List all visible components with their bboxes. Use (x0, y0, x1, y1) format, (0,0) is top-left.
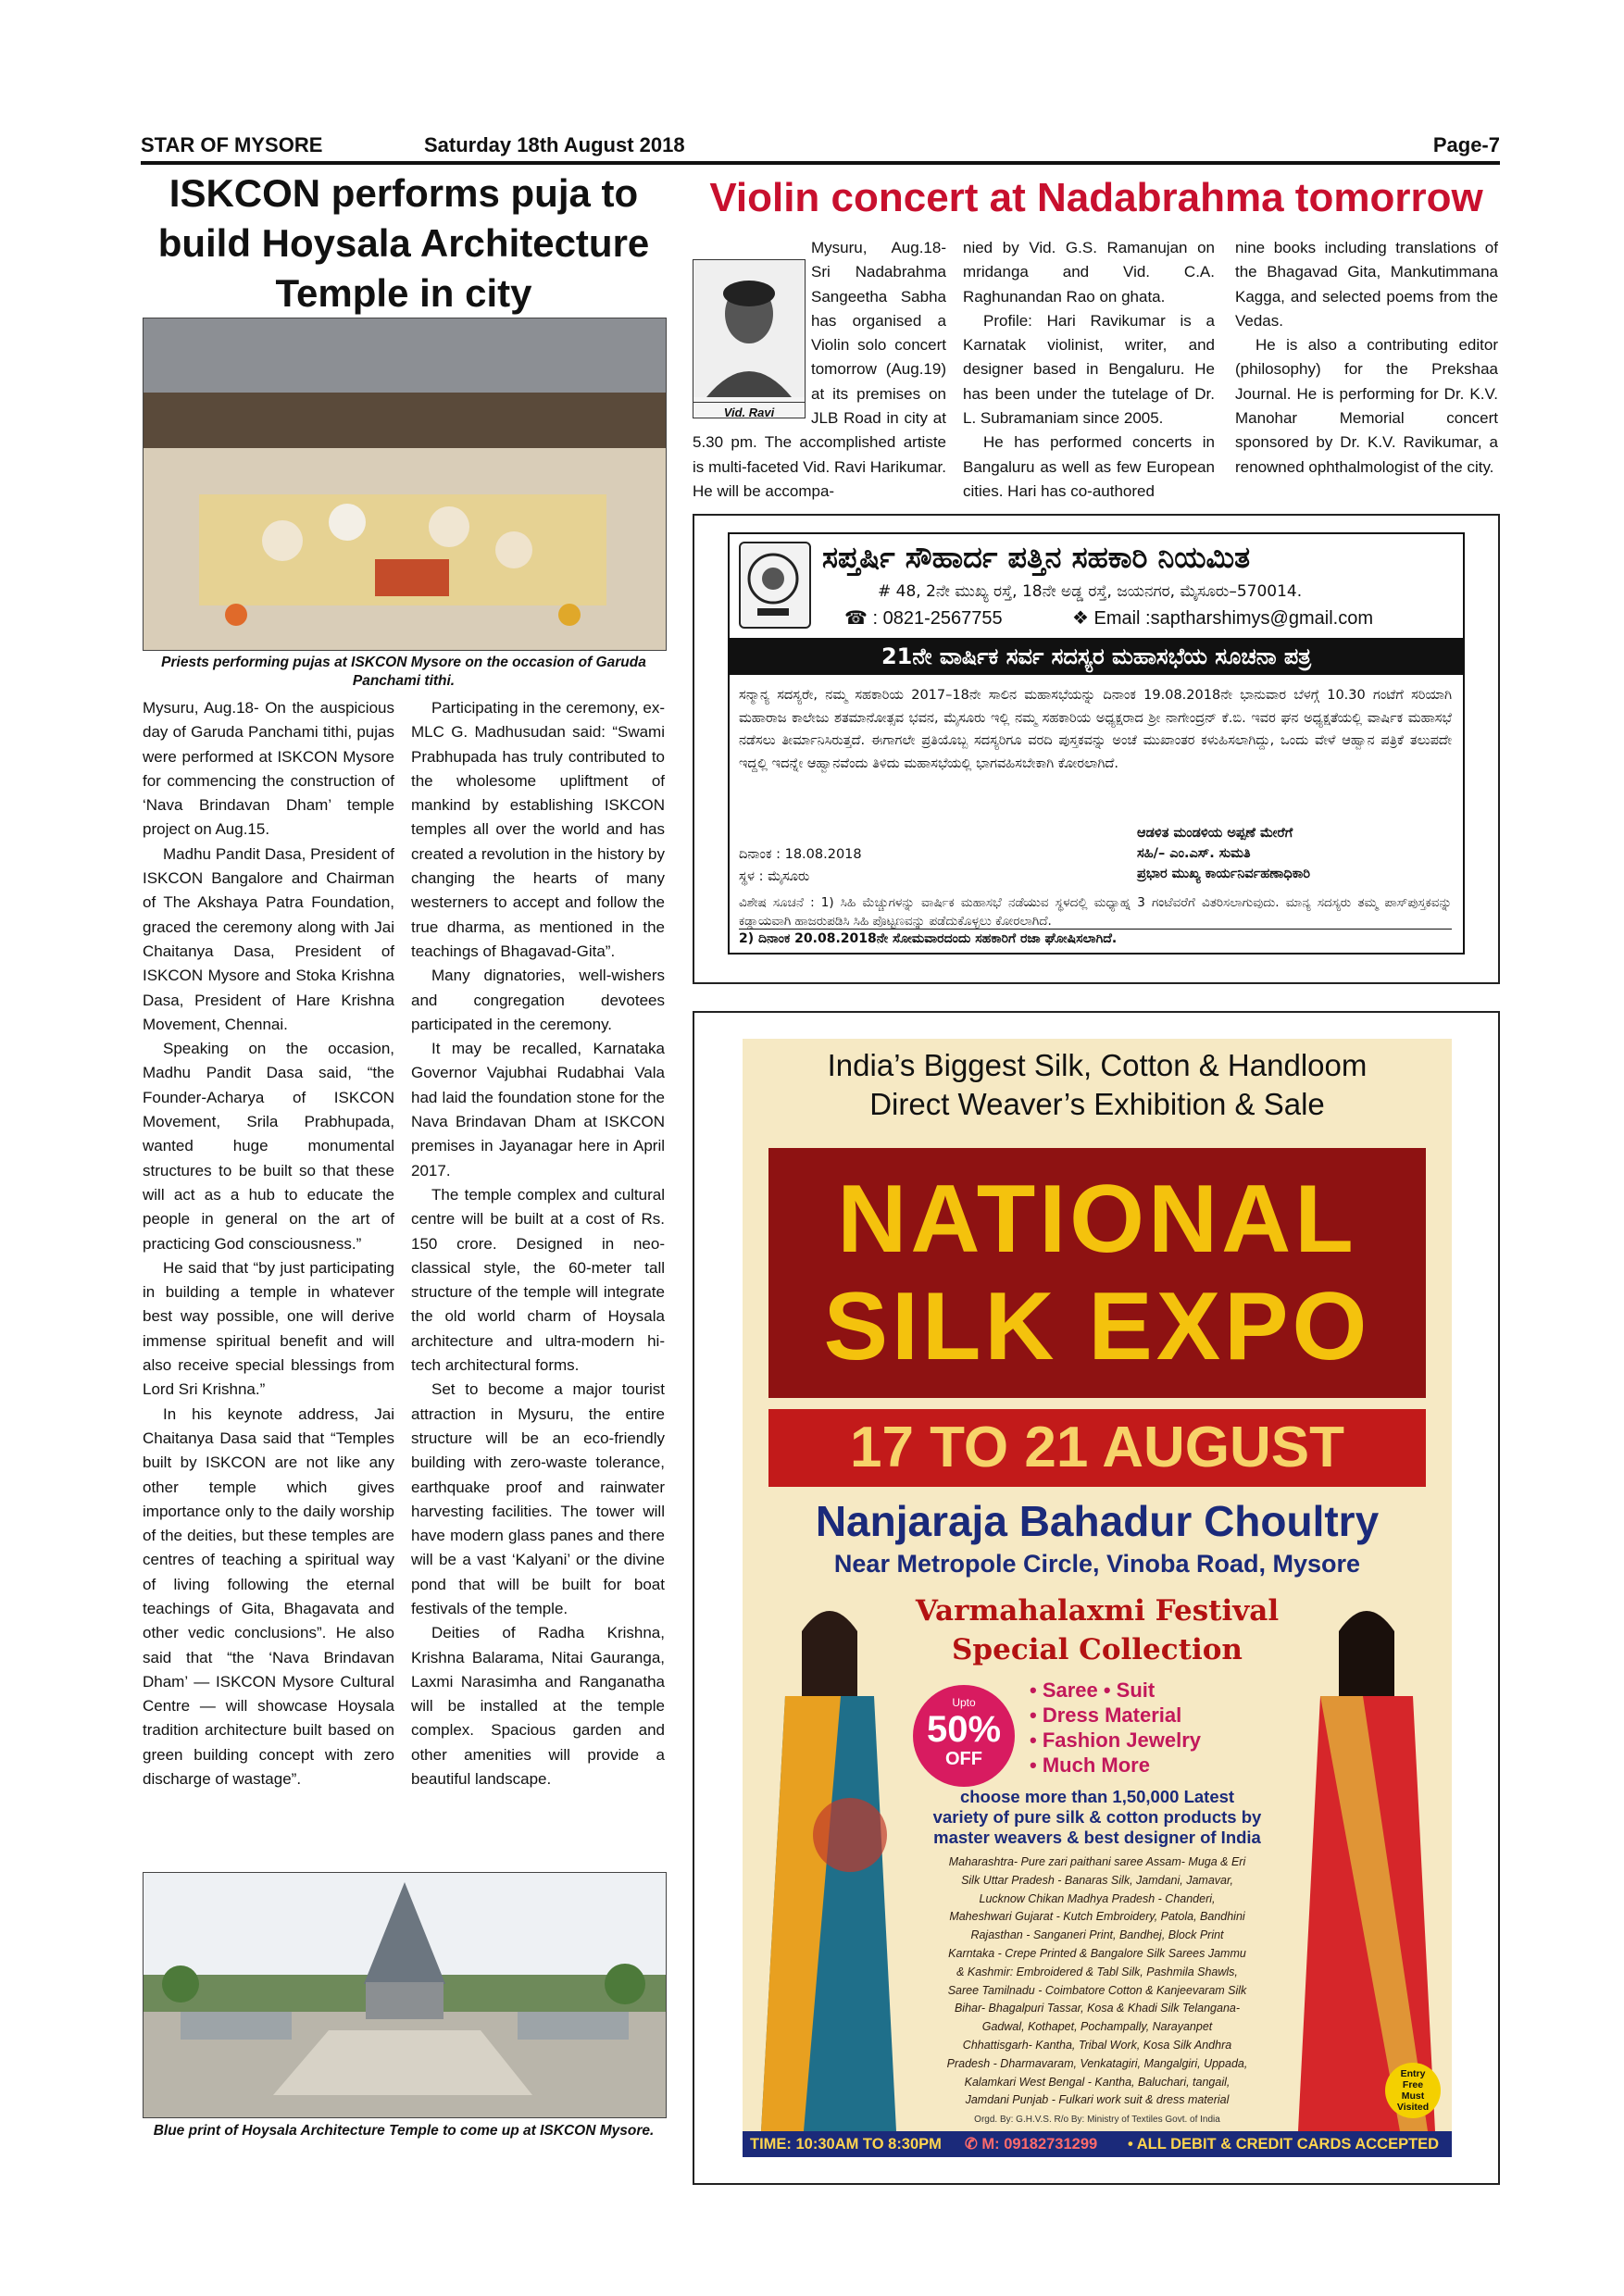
state-line: & Kashmir: Embroidered & Tabl Silk, Pashmila Shawls, (956, 1965, 1238, 1978)
paragraph: nied by Vid. G.S. Ramanujan on mridanga and Vid. C.A. Raghunandan Rao on ghata. (963, 239, 1215, 306)
paragraph: In his keynote address, Jai Chaitanya Dasa said that “Temples built by ISKCON are not like any other temple which gives importance only to the daily worship of the deities, but these temples are centres of teaching a spiritual way of living following the eternal teachings of Gita, Bhagavata and other vedic conclusions”. He also said that “the ‘Nava Brindavan Dham’ — ISKCON Mysore Cultural Centre — will showcase Hoysala tradition architecture built based on green building concept with zero discharge of wastage”. (143, 1404, 394, 1789)
product-variety-text (891, 1787, 1304, 1848)
holiday-note: 2) ದಿನಾಂಕ 20.08.2018ನೇ ಸೋಮವಾರದಂದು ಸಹಕಾರಿಗೆ ರಜಾ ಘೋಷಿಸಲಾಗಿದೆ. (739, 929, 1452, 946)
puja-photo-image (144, 318, 666, 650)
paragraph: Profile: Hari Ravikumar is a Karnatak violinist, writer, and designer based in Bengaluru. He has been under the tutelage of Dr. L. Subramaniam since 2005. (963, 311, 1215, 428)
blueprint-caption: Blue print of Hoysala Architecture Temple to come up at ISKCON Mysore. (153, 2123, 655, 2139)
entry-line-4: Visited (1396, 2102, 1430, 2113)
puja-photo-caption: Priests performing pujas at ISKCON Mysore on the occasion of Garuda Panchami tithi. (161, 655, 646, 689)
variety-line-1: choose more than 1,50,000 Latest (959, 1787, 1235, 1806)
agm-notice-body: ಸನ್ಮಾನ್ಯ ಸದಸ್ಯರೇ, ನಮ್ಮ ಸಹಕಾರಿಯ 2017–18ನೇ ಸಾಲಿನ ಮಹಾಸಭೆಯನ್ನು ದಿನಾಂಕ 19.08.2018ನೇ ಭಾನುವಾರ ಬೆಳಗ್ಗೆ 10.30 ಗಂಟೆಗೆ ಸರಿಯಾಗಿ ಮಹಾರಾಜ ಕಾಲೇಜು ಶತಮಾನೋತ್ಸವ ಭವನ, ಮೈಸೂರು ಇಲ್ಲಿ ನಮ್ಮ ಸಹಕಾರಿಯ ಅಧ್ಯಕ್ಷರಾದ ಶ್ರೀ ನಾಗೇಂದ್ರನ್ ಕೆ.ಬಿ. ಇವರ ಘನ ಅಧ್ಯಕ್ಷತೆಯಲ್ಲಿ ವಾರ್ಷಿಕ ಮಹಾಸಭೆ ನಡೆಸಲು ತೀರ್ಮಾನಿಸಿರುತ್ತದೆ. ಈಗಾಗಲೇ ಪ್ರತಿಯೊಬ್ಬ ಸದಸ್ಯರಿಗೂ ವರದಿ ಪುಸ್ತಕವನ್ನು ಅಂಚೆ ಮುಖಾಂತರ ಕಳುಹಿಸಲಾಗಿದ್ದು, ಒಂದು ವೇಳೆ ಆಹ್ವಾನ ಪತ್ರಿಕೆ ತಲುಪದೇ ಇದ್ದಲ್ಲಿ ಇದನ್ನೇ ಆಹ್ವಾನವೆಂದು ತಿಳಿದು ಮಹಾಸಭೆಯಲ್ಲಿ ಭಾಗವಹಿಸಬೇಕಾಗಿ ಕೋರಲಾಗಿದೆ. (739, 688, 1452, 771)
state-line: Maheshwari Gujarat - Kutch Embroidery, Patola, Bandhini (949, 1910, 1245, 1924)
signatory-line-1: ಆಡಳಿತ ಮಂಡಳಿಯ ಅಪ್ಪಣೆ ಮೇರೆಗೆ (1137, 826, 1293, 841)
violin-column-3 (1235, 236, 1498, 480)
silk-title-line-1: NATIONAL (837, 1166, 1357, 1273)
cooperative-notice-ad (693, 514, 1500, 984)
entry-line-3: Must (1401, 2090, 1425, 2102)
silk-expo-ad (693, 1011, 1500, 2185)
notice-date: ದಿನಾಂಕ : 18.08.2018 (739, 847, 862, 862)
iskcon-headline: ISKCON performs puja to build Hoysala Architecture Temple in city (157, 171, 650, 315)
temple-blueprint-photo (143, 1872, 667, 2118)
state-line: Rajasthan - Sanganeri Print, Bandhej, Block Print (970, 1928, 1224, 1942)
expo-phone: ✆ M: 09182731299 (965, 2136, 1098, 2152)
society-email: ❖ Email :saptharshimys@gmail.com (1072, 608, 1373, 629)
silk-tagline-1: India’s Biggest Silk, Cotton & Handloom (827, 1048, 1368, 1082)
discount-badge (913, 1685, 1015, 1787)
paragraph: Mysuru, Aug.18- On the auspicious day of Garuda Panchami tithi, pujas were performed at ISKCON Mysore for commencing the construction of ‘Nava Brindavan Dham’ temple project on Aug.15. (143, 699, 394, 839)
paragraph: The temple complex and cultural centre will be built at a cost of Rs. 150 crore. Designed in neo-classical style, the 60-meter tall structure of the temple will integrate the old world charm of Hoysala architecture and ultra-modern hi-tech architectural forms. (411, 1185, 665, 1375)
variety-line-3: master weavers & best designer of India (933, 1828, 1261, 1847)
iskcon-column-2 (411, 696, 665, 1791)
state-line: Kalamkari West Bengal - Kantha, Baluchari, tangail, (964, 2075, 1230, 2089)
signatory-block (1137, 823, 1452, 884)
violin-headline: Violin concert at Nadabrahma tomorrow (709, 175, 1483, 220)
violin-column-1 (693, 236, 946, 504)
issue-date: Saturday 18th August 2018 (424, 133, 685, 156)
violin-column-2 (963, 236, 1215, 504)
entry-line-2: Free (1402, 2079, 1424, 2090)
expo-venue-address: Near Metropole Circle, Vinoba Road, Mysore (833, 1550, 1361, 1578)
paragraph: nine books including translations of the Bhagavad Gita, Mankutimmana Kagga, and selected poems from the Vedas. (1235, 239, 1498, 330)
product-list (1030, 1678, 1270, 1778)
agm-notice-banner: 21ನೇ ವಾರ್ಷಿಕ ಸರ್ವ ಸದಸ್ಯರ ಮಹಾಸಭೆಯ ಸೂಚನಾ ಪತ್ರ (730, 638, 1463, 675)
state-line: Silk Uttar Pradesh - Banaras Silk, Jamdani, Jamavar, (961, 1873, 1233, 1887)
paragraph: Many dignatories, well-wishers and congregation devotees participated in the ceremony. (411, 967, 665, 1033)
masthead (141, 131, 1500, 159)
state-line: Saree Tamilnadu - Coimbatore Cotton & Kanjeevaram Silk (947, 1983, 1247, 1997)
state-line: Chhattisgarh- Kantha, Tribal Work, Kosa Silk Andhra (962, 2038, 1232, 2052)
festival-title-2: Special Collection (952, 1633, 1243, 1666)
expo-time: TIME: 10:30AM TO 8:30PM (750, 2136, 942, 2152)
discount-percent: 50% (926, 1709, 1002, 1750)
paragraph: He is also a contributing editor (philosophy) for the Prekshaa Journal. He is performing for Dr. K.V. Manohar Memorial concert sponsored by Dr. K.V. Ravikumar, a renowned ophthalmologist of the city. (1235, 336, 1498, 476)
expo-venue: Nanjaraja Bahadur Choultry (815, 1497, 1380, 1545)
expo-dates-banner: 17 TO 21 AUGUST (768, 1409, 1426, 1487)
product-item: • Dress Material (1030, 1703, 1182, 1727)
society-emblem-icon (741, 543, 806, 623)
discount-upto: Upto (952, 1696, 976, 1709)
iskcon-column-1 (143, 696, 394, 1791)
expo-cards-accepted: • ALL DEBIT & CREDIT CARDS ACCEPTED (1128, 2136, 1440, 2152)
state-line: Jamdani Punjab - Fulkari work suit & dress material (965, 2093, 1230, 2107)
violinist-photo-label: Vid. Ravi (693, 402, 805, 423)
silk-title-line-2: SILK EXPO (823, 1273, 1371, 1380)
state-line: Lucknow Chikan Madhya Pradesh - Chanderi, (979, 1891, 1216, 1905)
special-note: ವಿಶೇಷ ಸೂಚನೆ : 1) ಸಿಹಿ ಮೆಚ್ಚುಗಳನ್ನು ವಾರ್ಷಿಕ ಮಹಾಸಭೆ ನಡೆಯುವ ಸ್ಥಳದಲ್ಲಿ ಮಧ್ಯಾಹ್ನ 3 ಗಂಟೆವರೆಗೆ ವಿತರಿಸಲಾಗುವುದು. ಮಾನ್ಯ ಸದಸ್ಯರು ತಮ್ಮ ಪಾಸ್‌ಪುಸ್ತಕವನ್ನು ಕಡ್ಡಾಯವಾಗಿ ಹಾಜರುಪಡಿಸಿ ಸಿಹಿ ಪೊಟ್ಟಣವನ್ನು ಪಡೆದುಕೊಳ್ಳಲು ಕೋರಲಾಗಿದೆ. (739, 895, 1452, 929)
notice-inner-frame (728, 532, 1465, 955)
silk-expo-poster (743, 1039, 1452, 2157)
society-logo (739, 542, 811, 629)
model-right-illustration (1289, 1594, 1446, 2131)
discount-off: OFF (945, 1749, 982, 1769)
variety-line-2: variety of pure silk & cotton products by (932, 1807, 1262, 1827)
paragraph: Mysuru, Aug.18- Sri Nadabrahma Sangeetha Sabha has organised a Violin solo concert tomorrow (Aug.19) at its premises on JLB Road in city at 5.30 pm. The accomplished artiste is multi-faceted Vid. Ravi Harikumar. He will be accompa- (693, 239, 946, 500)
page-number: Page-7 (1432, 133, 1500, 156)
entry-line-1: Entry (1400, 2068, 1426, 2079)
silk-tagline-2: Direct Weaver’s Exhibition & Sale (869, 1087, 1325, 1121)
product-item: • Much More (1030, 1753, 1150, 1777)
paragraph: Madhu Pandit Dasa, President of ISKCON Bangalore and Chairman of The Akshaya Patra Foundation, graced the ceremony along with Jai Chaitanya Dasa, President of ISKCON Mysore and Stoka Krishna Dasa, President of Hare Krishna Movement, Chennai. (143, 844, 394, 1033)
entry-free-badge (1385, 2063, 1441, 2118)
silk-title-panel (768, 1148, 1426, 1398)
model-left-illustration (748, 1594, 906, 2131)
organiser-line: Orgd. By: G.H.V.S. R/o By: Ministry of Textiles Govt. of India (974, 2115, 1220, 2125)
state-line: Maharashtra- Pure zari paithani saree Assam- Muga & Eri (948, 1855, 1246, 1868)
signatory-line-3: ಪ್ರಭಾರ ಮುಖ್ಯ ಕಾರ್ಯನಿರ್ವಹಣಾಧಿಕಾರಿ (1137, 867, 1311, 881)
society-phone: ☎ : 0821-2567755 (844, 608, 1003, 629)
temple-blueprint-image (144, 1873, 666, 2117)
product-item: • Fashion Jewelry (1030, 1728, 1201, 1752)
paragraph: He said that “by just participating in building a temple in whatever best way possible, one will derive immense spiritual benefit and will also receive special blessings from Lord Sri Krishna.” (143, 1258, 394, 1399)
society-name: ಸಪ್ತರ್ಷಿ ಸೌಹಾರ್ದ ಪತ್ತಿನ ಸಹಕಾರಿ ನಿಯಮಿತ (822, 540, 1251, 575)
festival-title-1: Varmahalaxmi Festival (915, 1594, 1280, 1628)
paragraph: It may be recalled, Karnataka Governor Vajubhai Rudabhai Vala had laid the foundation stone for the Nava Brindavan Dham at ISKCON premises in Jayanagar here in April 2017. (411, 1040, 665, 1179)
publication-name: STAR OF MYSORE (141, 133, 323, 156)
paragraph: Deities of Radha Krishna, Krishna Balarama, Nitai Gauranga, Laxmi Narasimha and Ranganatha will be installed at the temple complex. Spacious garden and other amenities will provide a beautiful landscape. (411, 1624, 665, 1789)
silk-expo-footer (743, 2131, 1452, 2157)
notice-place: ಸ್ಥಳ : ಮೈಸೂರು (739, 869, 810, 884)
puja-photo (143, 318, 667, 651)
paragraph: Set to become a major tourist attraction in Mysuru, the entire structure will be an eco-friendly building with zero-waste tolerance, earthquake proof and rainwater harvesting facilities. The tower will have modern glass panes and there will be a vast ‘Kalyani’ or the divine pond that will be built for boat festivals of the temple. (411, 1380, 665, 1617)
state-line: Gadwal, Kothapet, Pochampally, Narayanpet (981, 2020, 1213, 2034)
paragraph: Speaking on the occasion, Madhu Pandit Dasa said, “the Founder-Acharya of ISKCON Movement, Srila Prabhupada, wanted huge monumental structures to be built so that these will act as a hub to educate the people in general on the art of practicing God consciousness.” (143, 1040, 394, 1253)
photo-float-spacer (693, 236, 811, 429)
state-line: Bihar- Bhagalpuri Tassar, Kosa & Khadi Silk Telangana- (954, 2002, 1241, 2015)
state-products-list (891, 1853, 1304, 2110)
society-address: # 48, 2ನೇ ಮುಖ್ಯ ರಸ್ತೆ, 18ನೇ ಅಡ್ಡ ರಸ್ತೆ, ಜಯನಗರ, ಮೈಸೂರು–570014. (878, 582, 1303, 601)
state-line: Karntaka - Crepe Printed & Bangalore Silk Sarees Jammu (948, 1946, 1246, 1960)
masthead-rule (141, 161, 1500, 165)
state-line: Pradesh - Dharmavaram, Venkatagiri, Mangalgiri, Uppada, (946, 2056, 1248, 2070)
product-item: • Saree • Suit (1030, 1678, 1156, 1702)
paragraph: He has performed concerts in Bangaluru as well as few European cities. Hari has co-authored (963, 433, 1215, 500)
signatory-line-2: ಸಹಿ/– ಎಂ.ಎಸ್. ಸುಮತಿ (1137, 846, 1251, 861)
paragraph: Participating in the ceremony, ex-MLC G. Madhusudan said: “Swami Prabhupada has truly contributed to the wholesome upliftment of mankind by establishing ISKCON temples all over the world and has created a revolution in the history by changing the hearts of many westerners to accept and follow the true dharma, as mentioned in the teachings of Bhagavad-Gita”. (411, 699, 665, 960)
